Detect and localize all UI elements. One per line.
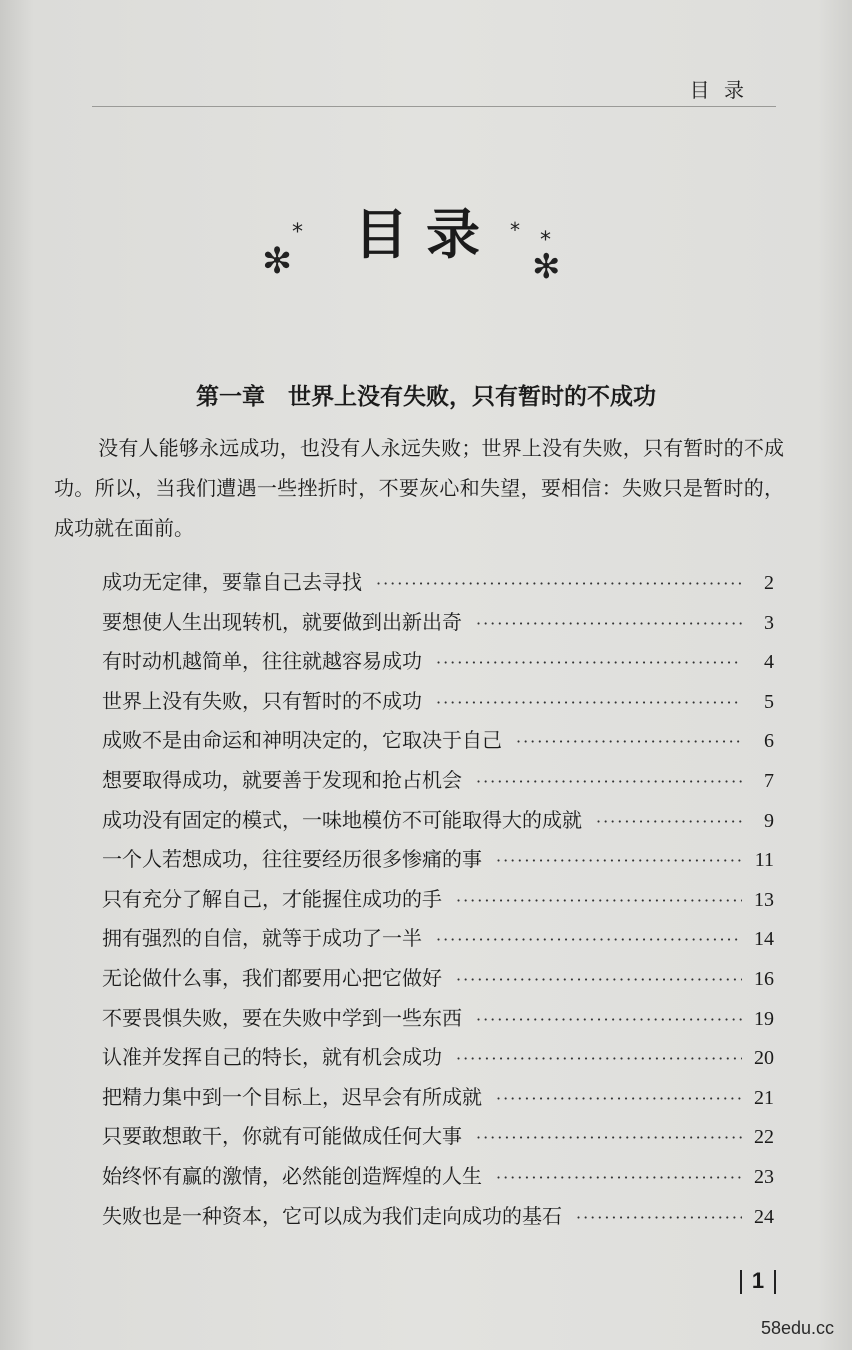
folio-bar-left [740, 1270, 742, 1294]
toc-entry[interactable] [102, 606, 774, 646]
title-block [0, 192, 852, 292]
leader-dots [476, 1010, 742, 1029]
toc-entry-page: 22 [754, 1126, 774, 1149]
toc-entry-page: 7 [764, 769, 774, 792]
toc-entry-title: 要想使人生出现转机，就要做到出新出奇 [102, 609, 462, 634]
toc-entry[interactable] [102, 922, 774, 962]
toc-entry[interactable] [102, 1200, 774, 1240]
leader-dots [576, 1208, 742, 1227]
toc-entry[interactable] [102, 883, 774, 923]
toc-entry[interactable] [102, 566, 774, 606]
toc-entry[interactable] [102, 1041, 774, 1081]
page-number-text: 1 [751, 1268, 765, 1293]
toc-entry-page: 9 [764, 809, 774, 832]
toc-entry-page: 13 [754, 888, 774, 911]
toc-entry-title: 想要取得成功，就要善于发现和抢占机会 [102, 767, 462, 792]
running-head: 目 录 [689, 78, 748, 102]
toc-entry[interactable] [102, 764, 774, 804]
chapter-heading: 第一章 世界上没有失败，只有暂时的不成功 [196, 383, 656, 410]
leader-dots [456, 970, 742, 989]
toc-entry-title: 拥有强烈的自信，就等于成功了一半 [102, 926, 422, 951]
header-rule [92, 106, 776, 107]
toc-entry-title: 把精力集中到一个目标上，迟早会有所成就 [102, 1084, 482, 1109]
toc-entry-title: 只有充分了解自己，才能握住成功的手 [102, 886, 442, 911]
leader-dots [496, 1089, 742, 1108]
leader-dots [456, 1049, 742, 1068]
leader-dots [476, 772, 742, 791]
toc-entry-page: 3 [764, 611, 774, 634]
toc-entry-title: 无论做什么事，我们都要用心把它做好 [102, 965, 442, 990]
toc-entry[interactable] [102, 685, 774, 725]
toc-entry[interactable] [102, 1160, 774, 1200]
page-title: 目录 [354, 203, 498, 266]
toc-entry-page: 24 [754, 1205, 774, 1228]
toc-entry-page: 4 [764, 651, 774, 674]
toc-entry-page: 11 [754, 849, 774, 872]
toc-entry-title: 失败也是一种资本，它可以成为我们走向成功的基石 [102, 1203, 562, 1228]
toc-entry-page: 16 [754, 967, 774, 990]
leader-dots [476, 1128, 742, 1147]
watermark: 58edu.cc [760, 1318, 834, 1338]
leader-dots [436, 930, 742, 949]
toc-entry-page: 5 [764, 690, 774, 713]
leader-dots [496, 851, 742, 870]
asterisk-ornament-icon: * [510, 218, 520, 242]
leader-dots [496, 1168, 742, 1187]
leader-dots [436, 653, 742, 672]
toc-entry-title: 成功无定律，要靠自己去寻找 [102, 570, 362, 594]
toc-entry-page: 6 [764, 730, 774, 753]
leader-dots [436, 693, 742, 712]
toc-entry[interactable] [102, 843, 774, 883]
chapter-intro [54, 428, 784, 548]
toc-entry-title: 只要敢想敢干，你就有可能做成任何大事 [102, 1124, 462, 1149]
toc-entry-page: 2 [764, 572, 774, 594]
toc-entry-title: 成败不是由命运和神明决定的，它取决于自己 [102, 728, 502, 753]
leader-dots [596, 812, 742, 831]
toc-entry-page: 14 [754, 928, 774, 951]
toc-entry[interactable] [102, 962, 774, 1002]
leader-dots [456, 891, 742, 910]
asterisk-ornament-icon: * [292, 220, 303, 245]
toc-entry-page: 19 [754, 1007, 774, 1030]
toc-entry[interactable] [102, 804, 774, 844]
toc-entry-title: 始终怀有赢的激情，必然能创造辉煌的人生 [102, 1163, 482, 1188]
toc-entry[interactable] [102, 1081, 774, 1121]
toc-entry-page: 21 [754, 1086, 774, 1109]
toc-entry-page: 20 [754, 1047, 774, 1070]
asterisk-ornament-icon: ✻ [262, 241, 293, 282]
toc-entry-title: 不要畏惧失败，要在失败中学到一些东西 [102, 1005, 462, 1030]
toc-entry[interactable] [102, 1002, 774, 1042]
folio-bar-right [774, 1270, 776, 1294]
toc-entry-title: 一个人若想成功，往往要经历很多惨痛的事 [102, 847, 482, 872]
asterisk-ornament-icon: ✻ [532, 247, 561, 287]
toc-entry[interactable] [102, 724, 774, 764]
toc-entry[interactable] [102, 645, 774, 685]
toc-entry-title: 有时动机越简单，往往就越容易成功 [102, 649, 422, 674]
chapter-intro-text: 没有人能够永远成功，也没有人永远失败；世界上没有失败，只有暂时的不成功。所以，当我们遭遇一些挫折时，不要灰心和失望，要相信：失败只是暂时的，成功就在面前。 [54, 436, 784, 540]
toc-entry-title: 认准并发挥自己的特长，就有机会成功 [102, 1045, 442, 1070]
leader-dots [376, 574, 742, 593]
toc-entry-title: 成功没有固定的模式，一味地模仿不可能取得大的成就 [102, 807, 582, 832]
toc-entry-page: 23 [754, 1165, 774, 1188]
leader-dots [516, 732, 742, 751]
toc-entry-title: 世界上没有失败，只有暂时的不成功 [102, 688, 422, 713]
leader-dots [476, 614, 742, 633]
asterisk-ornament-icon: * [540, 228, 551, 253]
page-number [728, 1268, 788, 1294]
toc-list [102, 566, 774, 1239]
toc-entry[interactable] [102, 1120, 774, 1160]
